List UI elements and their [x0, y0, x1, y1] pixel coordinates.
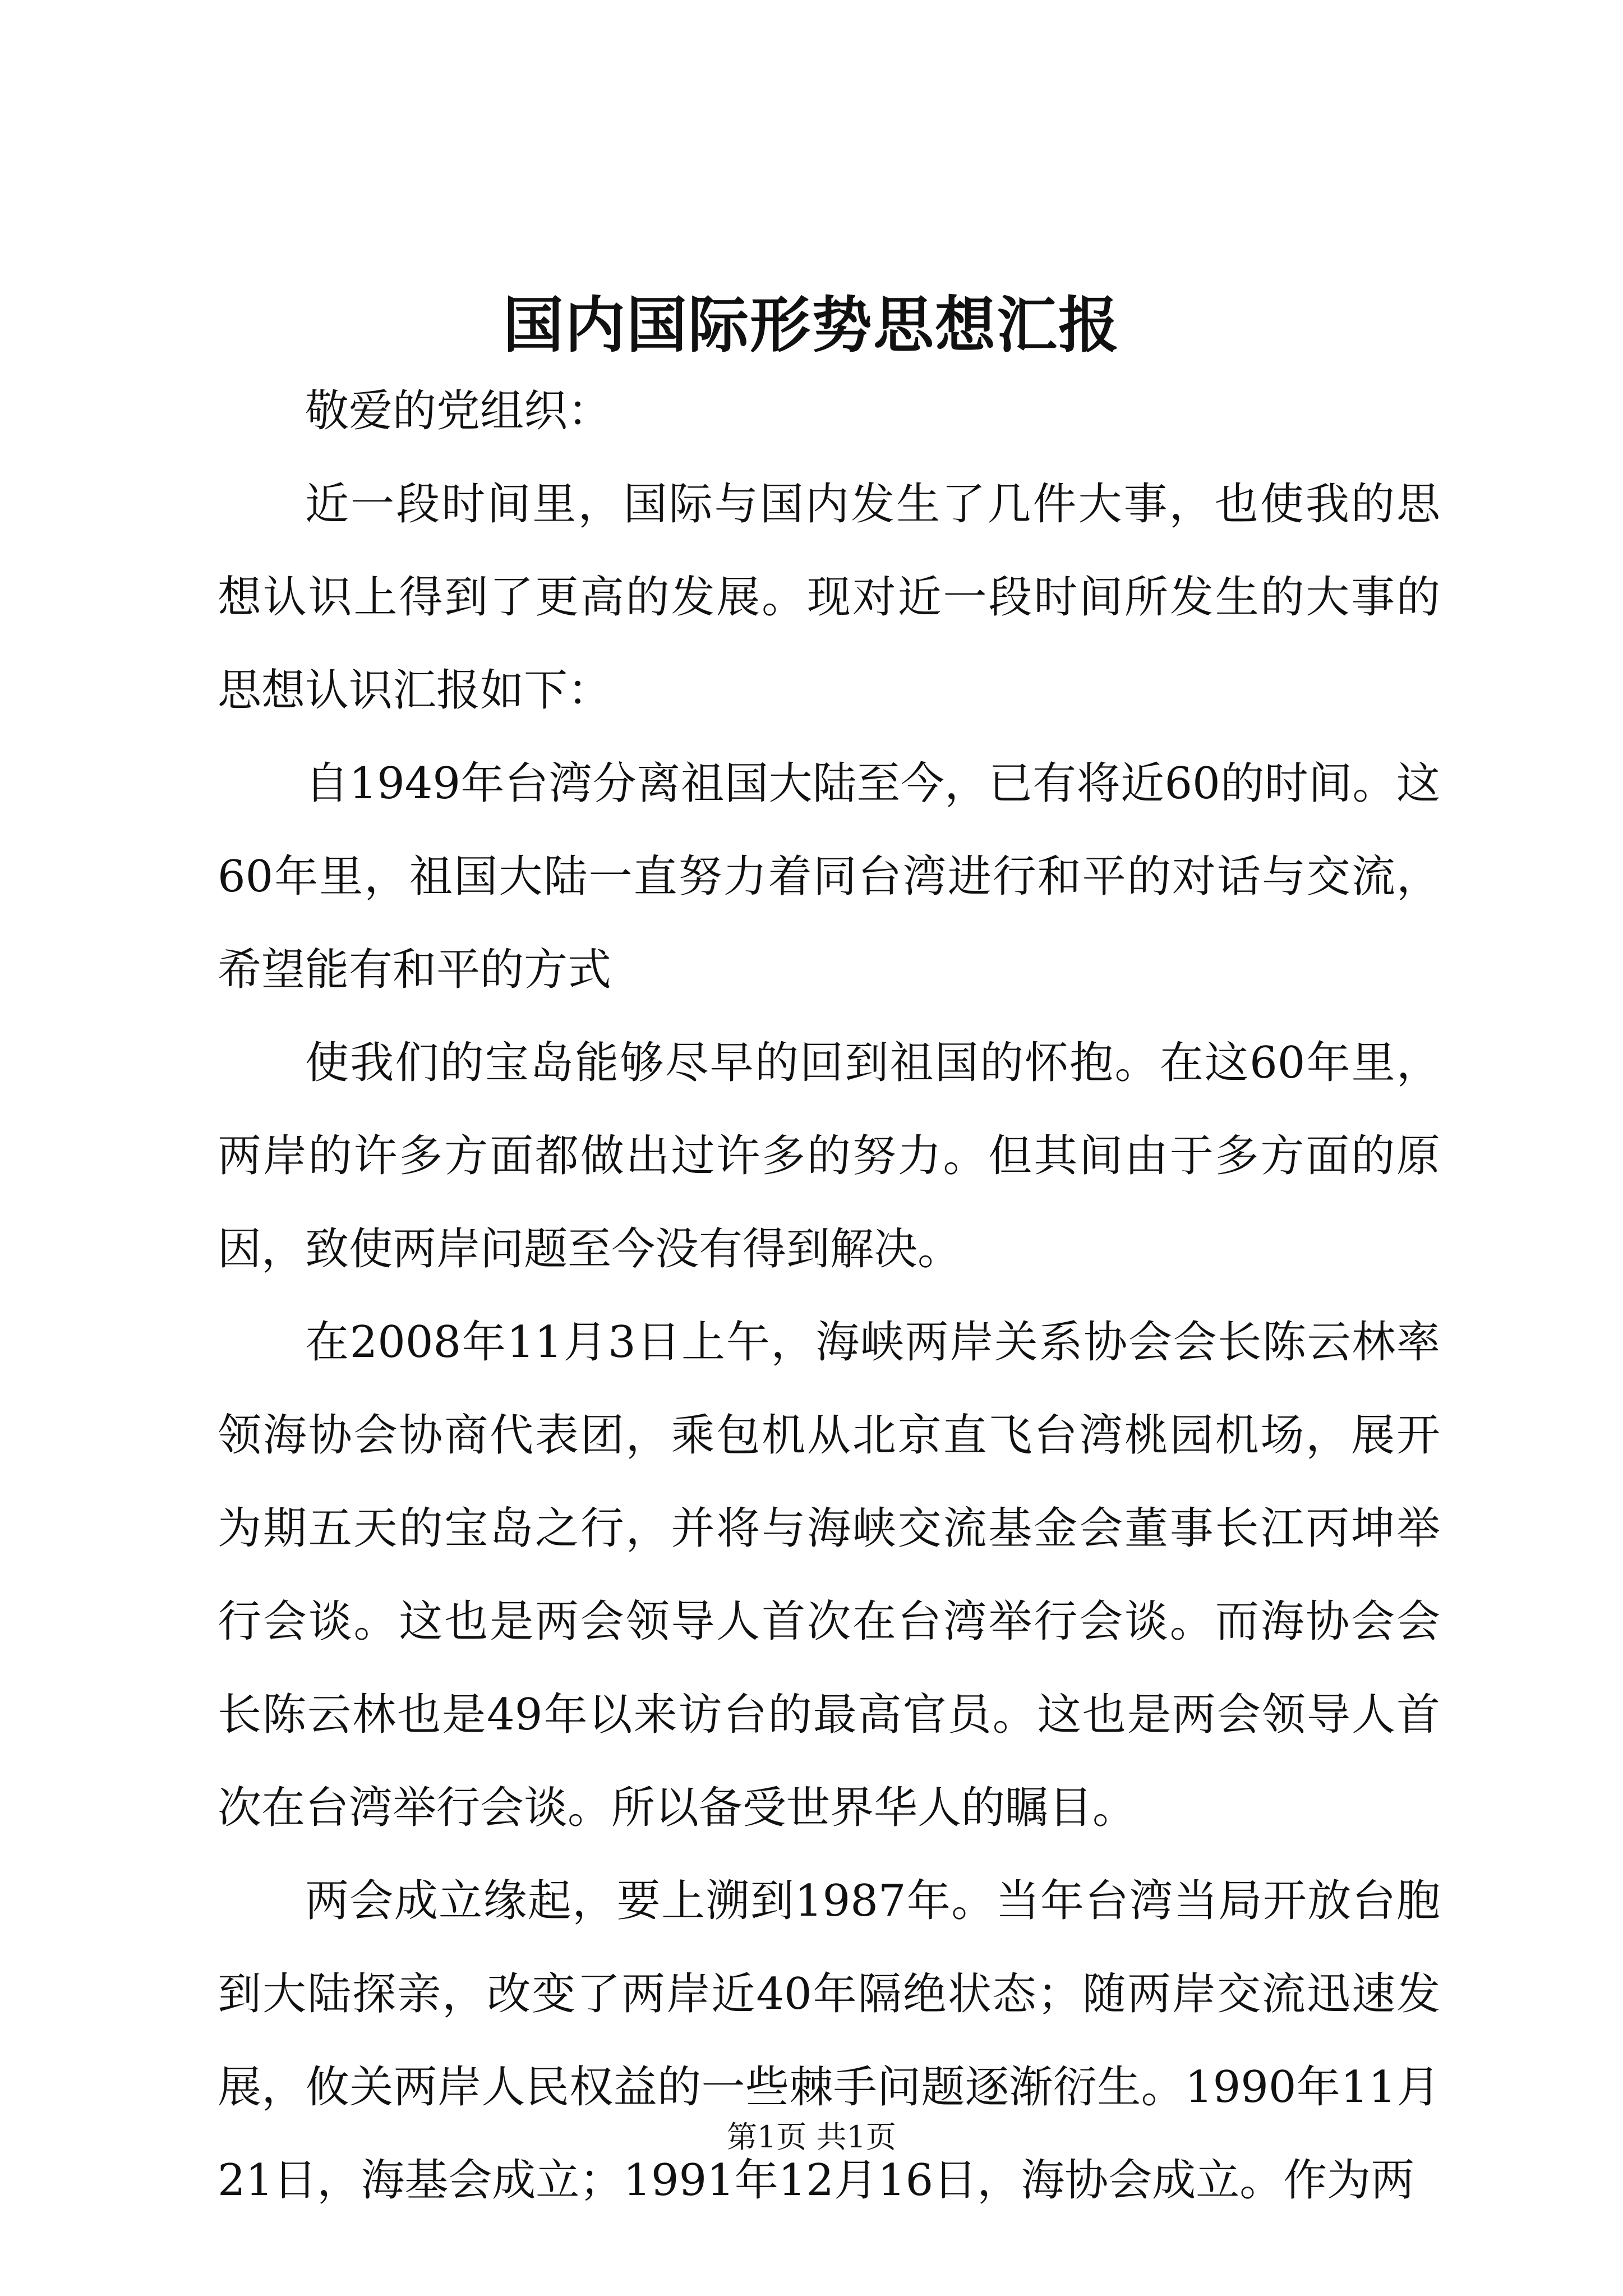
page-footer: 第1页 共1页	[727, 2119, 896, 2155]
paragraph-reunification: 使我们的宝岛能够尽早的回到祖国的怀抱。在这60年里，两岸的许多方面都做出过许多的努力。但其间由于多方面的原因，致使两岸问题至今没有得到解决。	[218, 1038, 1440, 1274]
paragraph-1949: 自1949年台湾分离祖国大陆至今，已有将近60的时间。这60年里，祖国大陆一直努力着同台湾进行和平的对话与交流，希望能有和平的方式	[218, 758, 1440, 995]
paragraph-intro: 近一段时间里，国际与国内发生了几件大事，也使我的思想认识上得到了更高的发展。现对近一段时间所发生的大事的思想认识汇报如下：	[218, 479, 1440, 716]
paragraph-salutation: 敬爱的党组织：	[305, 386, 612, 436]
paragraph-2008-visit: 在2008年11月3日上午，海峡两岸关系协会会长陈云林率领海协会协商代表团，乘包机从北京直飞台湾桃园机场，展开为期五天的宝岛之行，并将与海峡交流基金会董事长江丙坤举行会谈。这也是两会领导人首次在台湾举行会谈。而海协会会长陈云林也是49年以来访台的最高官员。这也是两会领导人首次在台湾举行会谈。所以备受世界华人的瞩目。	[218, 1317, 1440, 1833]
document-body	[218, 365, 1440, 2227]
document-title: 国内国际形势思想汇报	[502, 290, 1120, 361]
paragraph-two-associations: 两会成立缘起，要上溯到1987年。当年台湾当局开放台胞到大陆探亲，改变了两岸近40年隔绝状态；随两岸交流迅速发展，攸关两岸人民权益的一些棘手问题逐渐衍生。1990年11月21日，海基会成立；1991年12月16日，海协会成立。作为两	[218, 1876, 1440, 2206]
